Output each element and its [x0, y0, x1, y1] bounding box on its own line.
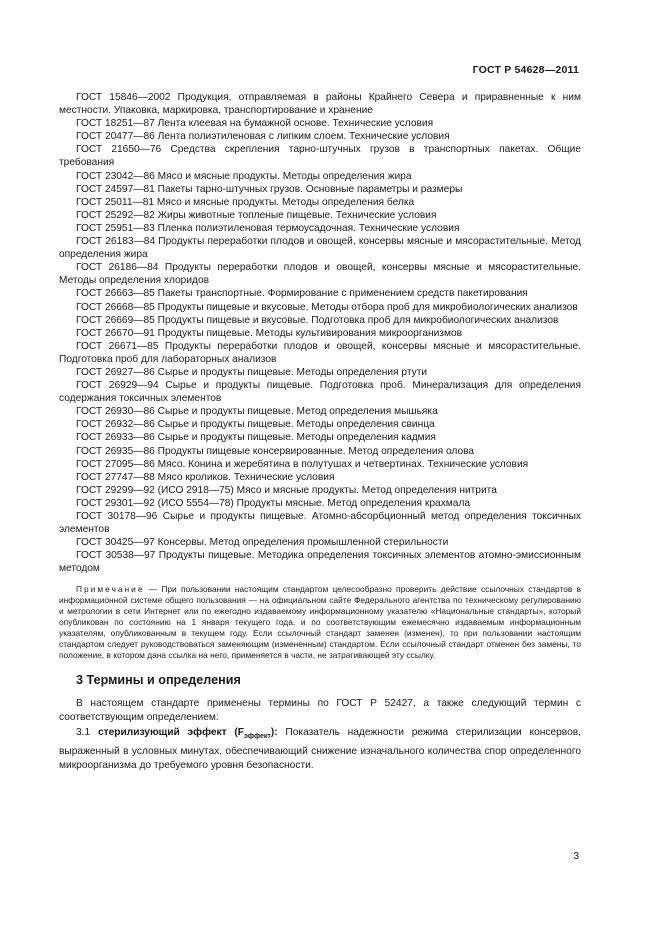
reference-item: ГОСТ 30538—97 Продукты пищевые. Методика определения токсичных элементов атомно-эмиссионным методом	[59, 550, 581, 575]
note-title: Примечание	[76, 584, 145, 595]
reference-item: ГОСТ 26935—86 Продукты пищевые консервированные. Метод определения олова	[76, 445, 475, 457]
reference-item: ГОСТ 27095—86 Мясо. Конина и жеребятина в полутушах и четвертинах. Технические условия	[76, 458, 529, 470]
reference-item: ГОСТ 25951—83 Пленка полиэтиленовая термоусадочная. Технические условия	[76, 222, 460, 234]
term-definition	[59, 726, 581, 773]
section-intro: В настоящем стандарте применены термины по ГОСТ Р 52427, а также следующий термин с соответствующим определением:	[59, 697, 581, 724]
reference-item: ГОСТ 26663—85 Пакеты транспортные. Формирование с применением средств пакетирования	[76, 288, 528, 300]
term-close: ):	[270, 727, 278, 739]
term-number: 3.1	[76, 727, 98, 739]
reference-item: ГОСТ 25011—81 Мясо и мясные продукты. Методы определения белка	[76, 196, 415, 208]
reference-item: ГОСТ 25292—82 Жиры животные топленые пищевые. Технические условия	[76, 209, 437, 221]
reference-item: ГОСТ 26668—85 Продукты пищевые и вкусовые. Методы отбора проб для микробиологических анализов	[76, 301, 578, 313]
reference-item: ГОСТ 23042—86 Мясо и мясные продукты. Методы определения жира	[76, 170, 412, 182]
reference-item: ГОСТ 26932—86 Сырье и продукты пищевые. Методы определения свинца	[76, 419, 435, 431]
reference-item: ГОСТ 26183—84 Продукты переработки плодов и овощей, консервы мясные и мясорастительные. Метод определения жира	[59, 236, 581, 261]
page-content	[59, 91, 581, 773]
reference-item: ГОСТ 26671—85 Продукты переработки плодов и овощей, консервы мясные и мясорастительные. Подготовка проб для лабораторных анализов	[59, 340, 581, 365]
reference-item: ГОСТ 15846—2002 Продукция, отправляемая в районы Крайнего Севера и приравненные к ним местности. Упаковка, маркировка, транспортирование и хранение	[59, 92, 581, 117]
reference-item: ГОСТ 26927—86 Сырье и продукты пищевые. Методы определения ртути	[76, 366, 428, 378]
normative-references-list	[59, 91, 581, 575]
note-paragraph	[59, 584, 581, 660]
term-subscript: эффект	[244, 733, 271, 741]
term-name	[97, 727, 278, 741]
document-header: ГОСТ Р 54628—2011	[472, 64, 579, 76]
term-name-text: стерилизующий эффект (F	[97, 727, 244, 739]
reference-item: ГОСТ 30425—97 Консервы. Метод определения промышленной стерильности	[76, 537, 449, 549]
reference-item: ГОСТ 24597—81 Пакеты тарно-штучных грузов. Основные параметры и размеры	[76, 183, 463, 195]
reference-item: ГОСТ 21650—76 Средства скрепления тарно-штучных грузов в транспортных пакетах. Общие требования	[59, 144, 581, 169]
reference-item: ГОСТ 29301—92 (ИСО 5554—78) Продукты мясные. Метод определения крахмала	[76, 497, 471, 509]
reference-item: ГОСТ 26930—86 Сырье и продукты пищевые. Метод определения мышьяка	[76, 406, 438, 418]
reference-item: ГОСТ 29299—92 (ИСО 2918—75) Мясо и мясные продукты. Метод определения нитрита	[76, 484, 497, 496]
reference-item: ГОСТ 18251—87 Лента клеевая на бумажной основе. Технические условия	[76, 118, 434, 130]
note-text: — При пользовании настоящим стандартом целесообразно проверить действие ссылочных стандартов в информационной системе общего пользования — на официальном сайте Федерального агентства по техническому регулированию и метрологии в сети Интернет или по ежегодно издаваемому информационному указателю «Национальные стандарты», который опубликован по состоянию на 1 января текущего года, и по соответствующим ежемесячно издаваемым информационным указателям, опубликованным в текущем году. Если ссылочный стандарт заменен (изменен), то при пользовании настоящим стандартом следует руководствоваться заменяющим (измененным) стандартом. Если ссылочный стандарт отменен без замены, то положение, в котором дана ссылка на него, применяется в части, не затрагивающей эту ссылку.	[59, 584, 582, 660]
reference-item: ГОСТ 26933—86 Сырье и продукты пищевые. Методы определения кадмия	[76, 432, 436, 444]
term-definition-text: Показатель надежности режима стерилизации консервов, выраженный в условных минутах, обеспечивающий снижение изначального количества спор определенного микроорганизма до требуемого уровня безопасности.	[59, 727, 582, 771]
reference-item: ГОСТ 26669—85 Продукты пищевые и вкусовые. Подготовка проб для микробиологических анализов	[76, 314, 559, 326]
reference-item: ГОСТ 26929—94 Сырье и продукты пищевые. Подготовка проб. Минерализация для определения содержания токсичных элементов	[59, 380, 581, 405]
section-title: 3 Термины и определения	[76, 672, 241, 687]
reference-item: ГОСТ 30178—96 Сырье и продукты пищевые. Атомно-абсорбционный метод определения токсичных элементов	[59, 511, 581, 536]
page-number: 3	[573, 851, 579, 862]
reference-item: ГОСТ 20477—86 Лента полиэтиленовая с липким слоем. Технические условия	[76, 131, 450, 143]
reference-item: ГОСТ 26186—84 Продукты переработки плодов и овощей, консервы мясные и мясорастительные. Методы определения хлоридов	[59, 262, 581, 287]
reference-item: ГОСТ 26670—91 Продукты пищевые. Методы культивирования микроорганизмов	[76, 327, 463, 339]
reference-item: ГОСТ 27747—88 Мясо кроликов. Технические условия	[76, 471, 335, 483]
